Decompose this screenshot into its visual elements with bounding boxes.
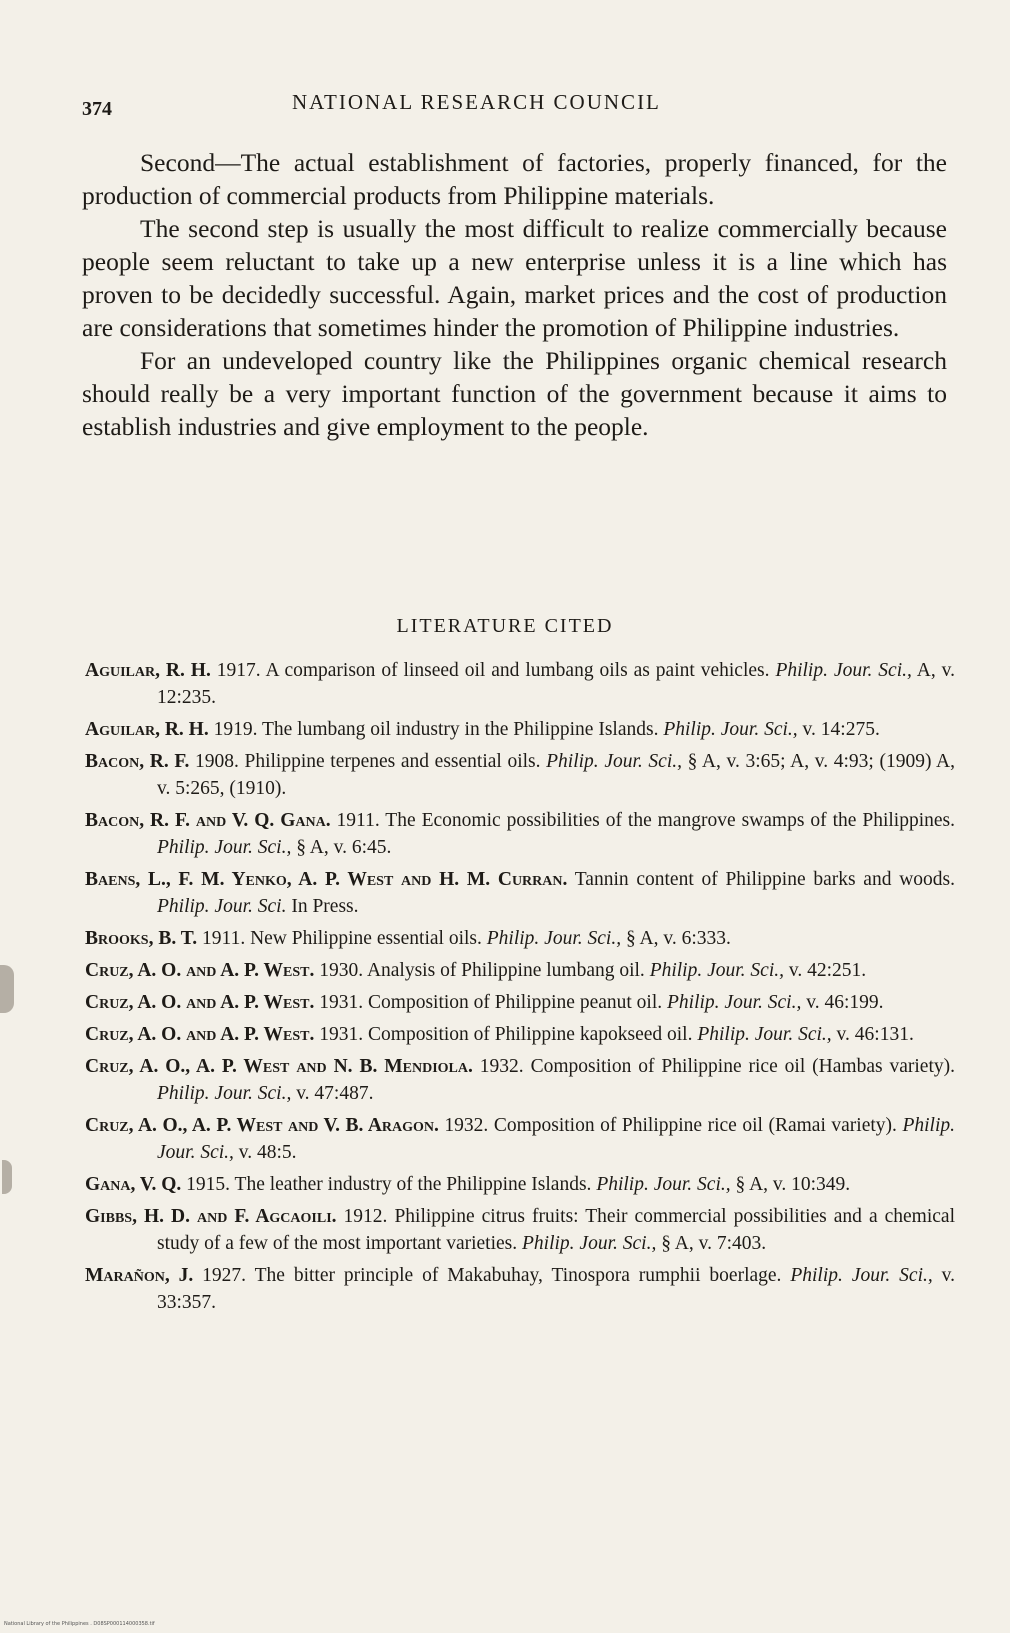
reference-text: 1919. The lumbang oil industry in the Philippine Islands. (208, 719, 664, 740)
reference-entry (85, 748, 955, 802)
reference-volume: v. 46:131. (831, 1024, 914, 1045)
reference-entry (85, 807, 955, 861)
reference-volume: v. 42:251. (784, 960, 867, 981)
reference-authors: Bacon, R. F. (85, 751, 190, 772)
reference-journal: Philip. Jour. Sci., (649, 960, 785, 981)
reference-journal: Philip. Jour. Sci., (157, 1115, 955, 1163)
reference-journal: Philip. Jour. Sci., (157, 837, 292, 858)
reference-text: 1931. Composition of Philippine kapokseed oil. (314, 1024, 698, 1045)
reference-entry (85, 1021, 955, 1048)
reference-volume: In Press. (286, 896, 359, 917)
reference-text: 1930. Analysis of Philippine lumbang oil. (314, 960, 650, 981)
reference-entry (85, 989, 955, 1016)
reference-text: 1908. Philippine terpenes and essential oils. (189, 751, 547, 772)
reference-volume: A, v. 12:235. (157, 660, 956, 708)
reference-entry (85, 925, 955, 952)
reference-journal: Philip. Jour. Sci., (522, 1233, 657, 1254)
reference-journal: Philip. Jour. Sci., (667, 992, 802, 1013)
reference-volume: v. 33:357. (157, 1265, 956, 1313)
reference-volume: v. 46:199. (801, 992, 884, 1013)
reference-journal: Philip. Jour. Sci., (697, 1024, 832, 1045)
reference-entry (85, 957, 955, 984)
reference-entry (85, 1112, 955, 1166)
paragraph: For an undeveloped country like the Philippines organic chemical research should really be a very important function of the government because it aims to establish industries and give employment to the people. (82, 346, 947, 441)
reference-entry (85, 866, 955, 920)
reference-volume: § A, v. 6:45. (291, 837, 392, 858)
reference-text: 1917. A comparison of linseed oil and lumbang oils as paint vehicles. (210, 660, 776, 681)
reference-journal: Philip. Jour. Sci., (486, 928, 622, 949)
reference-entry (85, 1171, 955, 1198)
reference-list (85, 657, 955, 1321)
reference-authors: Aguilar, R. H. (85, 660, 211, 681)
reference-entry (85, 716, 955, 743)
reference-entry (85, 657, 955, 711)
reference-authors: Cruz, A. O. and A. P. West. (85, 992, 315, 1013)
reference-entry (85, 1203, 955, 1257)
reference-authors: Cruz, A. O., A. P. West and N. B. Mendiola. (85, 1056, 473, 1077)
reference-volume: § A, v. 3:65; A, v. 4:93; (1909) A, v. 5:265, (1910). (157, 751, 955, 799)
reference-journal: Philip. Jour. Sci., (663, 719, 798, 740)
reference-volume: v. 14:275. (797, 719, 880, 740)
literature-cited-heading: LITERATURE CITED (396, 615, 614, 637)
reference-text: 1912. Philippine citrus fruits: Their commercial possibilities and a chemical study of a few of the most important varieties. (157, 1206, 955, 1254)
reference-text: 1931. Composition of Philippine peanut oil. (314, 992, 668, 1013)
reference-volume: v. 47:487. (291, 1083, 374, 1104)
reference-text: 1932. Composition of Philippine rice oil (Ramai variety). (438, 1115, 903, 1136)
reference-authors: Cruz, A. O., A. P. West and V. B. Aragon. (85, 1115, 439, 1136)
reference-volume: § A, v. 7:403. (656, 1233, 767, 1254)
page-header (82, 90, 732, 120)
reference-authors: Brooks, B. T. (85, 928, 198, 949)
reference-journal: Philip. Jour. Sci., (596, 1174, 731, 1195)
reference-authors: Aguilar, R. H. (85, 719, 209, 740)
reference-text: 1915. The leather industry of the Philippine Islands. (181, 1174, 597, 1195)
reference-text: 1911. The Economic possibilities of the mangrove swamps of the Philippines. (330, 810, 955, 831)
reference-journal: Philip. Jour. Sci. (157, 896, 287, 917)
reference-text: 1932. Composition of Philippine rice oil (Hambas variety). (472, 1056, 955, 1077)
reference-entry (85, 1053, 955, 1107)
reference-authors: Marañon, J. (85, 1265, 194, 1286)
reference-volume: v. 48:5. (233, 1142, 297, 1163)
scan-watermark: National Library of the Philippines . D08SP000114000358.tif (4, 1621, 155, 1627)
reference-authors: Cruz, A. O. and A. P. West. (85, 1024, 315, 1045)
scan-smudge (0, 965, 14, 1013)
reference-text: 1911. New Philippine essential oils. (197, 928, 487, 949)
reference-authors: Baens, L., F. M. Yenko, A. P. West and H. M. Curran. (85, 869, 568, 890)
paragraph: Second—The actual establishment of factories, properly financed, for the production of commercial products from Philippine materials. (82, 148, 947, 210)
reference-authors: Cruz, A. O. and A. P. West. (85, 960, 315, 981)
reference-authors: Bacon, R. F. and V. Q. Gana. (85, 810, 331, 831)
reference-volume: § A, v. 6:333. (621, 928, 731, 949)
paragraph: The second step is usually the most difficult to realize commercially because people seem reluctant to take up a new enterprise unless it is a line which has proven to be decidedly successful. Again, market prices and the cost of production are considerations that sometimes hinder the promotion of Philippine industries. (82, 214, 947, 342)
reference-journal: Philip. Jour. Sci., (546, 751, 682, 772)
page-number: 374 (82, 98, 112, 120)
reference-journal: Philip. Jour. Sci., (157, 1083, 292, 1104)
body-text (82, 146, 947, 443)
scan-smudge (2, 1160, 12, 1194)
reference-text: Tannin content of Philippine barks and woods. (567, 869, 955, 890)
reference-authors: Gibbs, H. D. and F. Agcaoili. (85, 1206, 337, 1227)
reference-text: 1927. The bitter principle of Makabuhay, Tinospora rumphii boerlage. (193, 1265, 791, 1286)
running-head: NATIONAL RESEARCH COUNCIL (292, 90, 661, 114)
reference-volume: § A, v. 10:349. (730, 1174, 851, 1195)
reference-entry (85, 1262, 955, 1316)
reference-authors: Gana, V. Q. (85, 1174, 182, 1195)
reference-journal: Philip. Jour. Sci., (790, 1265, 933, 1286)
reference-journal: Philip. Jour. Sci., (775, 660, 912, 681)
